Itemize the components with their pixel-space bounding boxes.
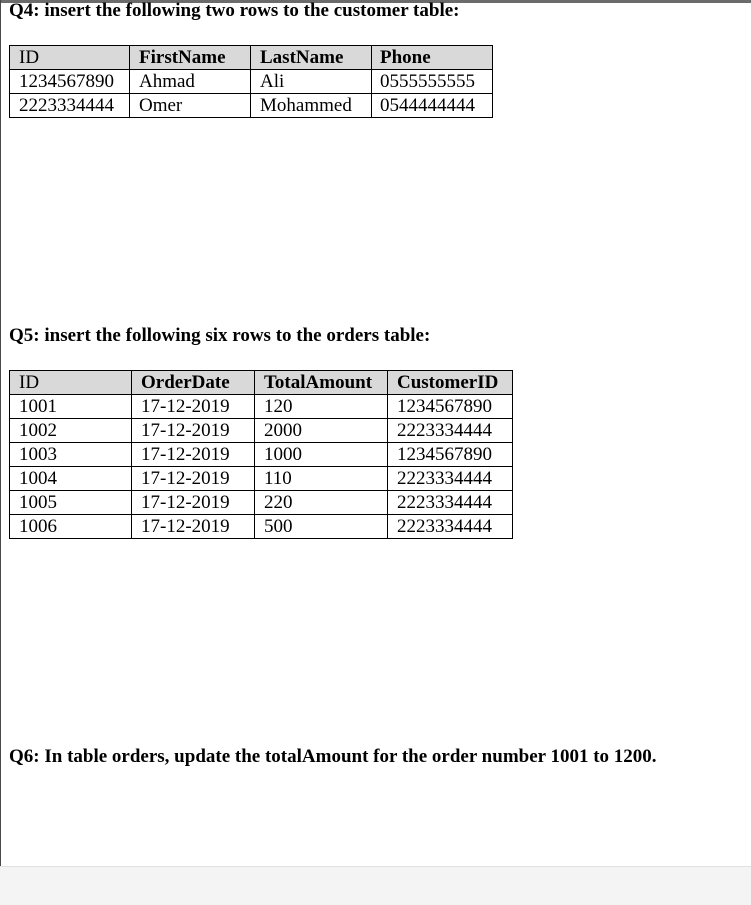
table-row xyxy=(10,70,493,94)
table-cell: Ali xyxy=(251,70,372,94)
page-left-border xyxy=(0,0,1,866)
table-cell: Omer xyxy=(130,94,251,118)
table-header-row xyxy=(10,46,493,70)
table-cell: 0555555555 xyxy=(372,70,493,94)
page-footer-area xyxy=(0,866,751,905)
customer-table xyxy=(9,45,493,118)
table-cell: 220 xyxy=(255,491,388,515)
table-cell: 17-12-2019 xyxy=(132,419,255,443)
table-cell: 1000 xyxy=(255,443,388,467)
table-cell: 120 xyxy=(255,395,388,419)
table-cell: Ahmad xyxy=(130,70,251,94)
column-header: ID xyxy=(10,371,132,395)
column-header: FirstName xyxy=(130,46,251,70)
table-cell: 17-12-2019 xyxy=(132,443,255,467)
column-header: ID xyxy=(10,46,130,70)
table-cell: 2223334444 xyxy=(388,419,513,443)
table-cell: 1006 xyxy=(10,515,132,539)
table-cell: 2223334444 xyxy=(388,467,513,491)
column-header: Phone xyxy=(372,46,493,70)
q6-heading: Q6: In table orders, update the totalAmount for the order number 1001 to 1200. xyxy=(9,746,657,767)
column-header: CustomerID xyxy=(388,371,513,395)
table-cell: 1234567890 xyxy=(388,395,513,419)
table-cell: 110 xyxy=(255,467,388,491)
table-header-row xyxy=(10,371,513,395)
table-cell: 1005 xyxy=(10,491,132,515)
table-cell: 0544444444 xyxy=(372,94,493,118)
table-cell: 1234567890 xyxy=(388,443,513,467)
table-cell: 17-12-2019 xyxy=(132,467,255,491)
table-cell: 2000 xyxy=(255,419,388,443)
table-cell: 2223334444 xyxy=(388,491,513,515)
table-cell: 2223334444 xyxy=(10,94,130,118)
table-cell: 1003 xyxy=(10,443,132,467)
table-row xyxy=(10,443,513,467)
table-cell: 2223334444 xyxy=(388,515,513,539)
table-cell: 17-12-2019 xyxy=(132,491,255,515)
table-cell: 500 xyxy=(255,515,388,539)
table-row xyxy=(10,94,493,118)
table-cell: Mohammed xyxy=(251,94,372,118)
table-row xyxy=(10,467,513,491)
table-cell: 17-12-2019 xyxy=(132,515,255,539)
orders-table xyxy=(9,370,513,539)
q5-heading: Q5: insert the following six rows to the orders table: xyxy=(9,325,431,346)
table-cell: 1234567890 xyxy=(10,70,130,94)
table-row xyxy=(10,515,513,539)
column-header: OrderDate xyxy=(132,371,255,395)
table-cell: 1002 xyxy=(10,419,132,443)
table-cell: 17-12-2019 xyxy=(132,395,255,419)
column-header: LastName xyxy=(251,46,372,70)
table-row xyxy=(10,419,513,443)
table-row xyxy=(10,491,513,515)
table-row xyxy=(10,395,513,419)
column-header: TotalAmount xyxy=(255,371,388,395)
q4-heading: Q4: insert the following two rows to the customer table: xyxy=(9,0,460,21)
table-cell: 1001 xyxy=(10,395,132,419)
table-cell: 1004 xyxy=(10,467,132,491)
